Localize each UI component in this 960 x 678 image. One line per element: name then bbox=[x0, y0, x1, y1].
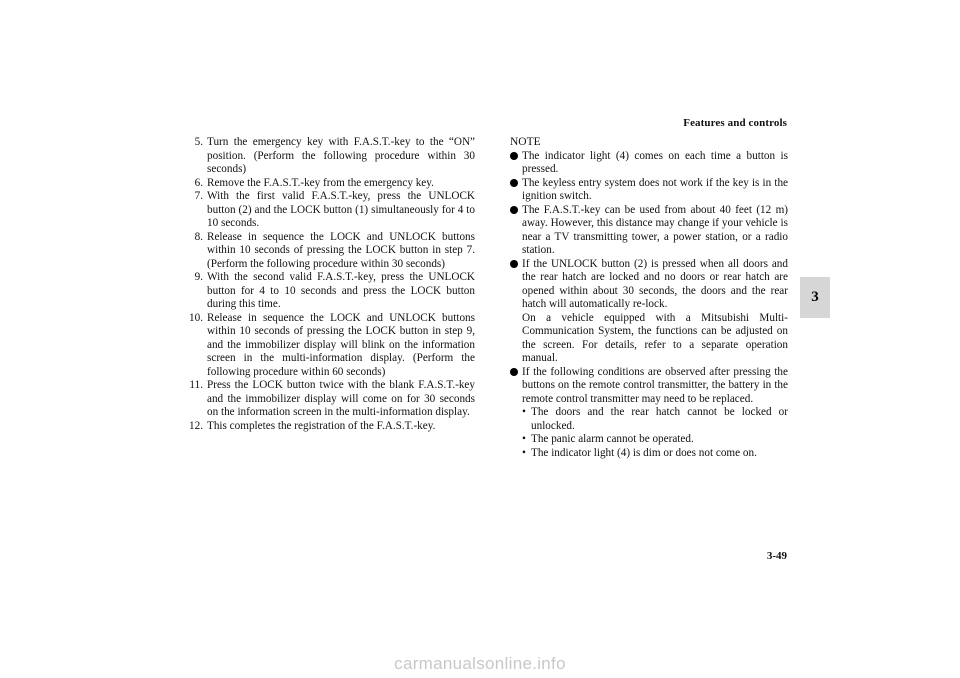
sub-bullet-icon: • bbox=[522, 406, 526, 418]
step-number: 7. bbox=[194, 190, 203, 202]
bullet-icon bbox=[510, 366, 522, 461]
step-9 bbox=[181, 271, 475, 312]
chapter-tab-number: 3 bbox=[811, 289, 819, 305]
section-header: Features and controls bbox=[683, 117, 787, 129]
note-text: If the following conditions are observed after pressing the buttons on the remote control transmitter, the battery in the remote control transmitter may need to be replaced. bbox=[522, 365, 788, 405]
sub-list-item bbox=[522, 433, 788, 447]
step-8 bbox=[181, 231, 475, 272]
note-text-block bbox=[522, 366, 788, 461]
step-text: With the first valid F.A.S.T.-key, press the UNLOCK button (2) and the LOCK button (1) simultaneously for 4 to 10 seconds. bbox=[207, 190, 475, 229]
step-text: Release in sequence the LOCK and UNLOCK buttons within 10 seconds of pressing the LOCK button in step 7. (Perform the following procedure within 30 seconds) bbox=[207, 230, 475, 270]
step-text: With the second valid F.A.S.T.-key, press the UNLOCK button for 4 to 10 seconds and press the LOCK button during this time. bbox=[207, 271, 475, 310]
step-6 bbox=[181, 177, 475, 191]
step-number: 8. bbox=[194, 230, 203, 243]
step-text: This completes the registration of the F.A.S.T.-key. bbox=[207, 419, 436, 432]
sub-list bbox=[522, 406, 788, 460]
note-item bbox=[510, 258, 788, 366]
step-number: 5. bbox=[194, 136, 203, 148]
procedure-steps bbox=[181, 136, 475, 433]
step-5 bbox=[181, 136, 475, 177]
note-extra-text: On a vehicle equipped with a Mitsubishi Multi-Communication System, the functions can be adjusted on the screen. For details, refer to a separate operation manual. bbox=[522, 311, 788, 364]
step-number: 9. bbox=[194, 271, 203, 283]
page-number: 3-49 bbox=[766, 550, 787, 562]
note-item bbox=[510, 366, 788, 461]
note-text: The F.A.S.T.-key can be used from about 40 feet (12 m) away. However, this distance may change if your vehicle is near a TV transmitting tower, a power station, or a radio station. bbox=[522, 203, 788, 256]
note-item bbox=[510, 204, 788, 258]
note-item bbox=[510, 150, 788, 177]
note-text: If the UNLOCK button (2) is pressed when all doors and the rear hatch are locked and no doors or rear hatch are opened within about 30 seconds, the doors and the rear hatch will automatically re-lock. bbox=[522, 257, 788, 310]
sub-list-item bbox=[522, 406, 788, 433]
sub-list-text: The panic alarm cannot be operated. bbox=[531, 433, 694, 445]
note-text: The keyless entry system does not work if the key is in the ignition switch. bbox=[522, 176, 788, 202]
step-11 bbox=[181, 379, 475, 420]
step-number: 12. bbox=[189, 419, 203, 432]
bullet-icon bbox=[510, 150, 522, 177]
step-10 bbox=[181, 312, 475, 380]
sub-list-text: The doors and the rear hatch cannot be locked or unlocked. bbox=[531, 406, 788, 432]
step-number: 11. bbox=[189, 379, 203, 391]
note-title: NOTE bbox=[510, 136, 541, 148]
note-item bbox=[510, 177, 788, 204]
bullet-icon bbox=[510, 258, 522, 366]
sub-bullet-icon: • bbox=[522, 446, 526, 459]
chapter-tab bbox=[800, 277, 830, 318]
watermark: carmanualsonline.info bbox=[394, 654, 566, 673]
step-number: 6. bbox=[194, 176, 203, 189]
sub-bullet-icon: • bbox=[522, 433, 526, 445]
step-text: Remove the F.A.S.T.-key from the emergency key. bbox=[207, 176, 434, 189]
step-7 bbox=[181, 190, 475, 231]
step-text: Release in sequence the LOCK and UNLOCK buttons within 10 seconds of pressing the LOCK button in step 9, and the immobilizer display will blink on the information screen in the multi-information display. (Perform the following procedure within 60 seconds) bbox=[207, 311, 475, 378]
step-12 bbox=[181, 420, 475, 434]
sub-list-text: The indicator light (4) is dim or does not come on. bbox=[531, 446, 757, 459]
step-text: Turn the emergency key with F.A.S.T.-key to the “ON” position. (Perform the following procedure within 30 seconds) bbox=[207, 136, 475, 175]
note-text: The indicator light (4) comes on each time a button is pressed. bbox=[522, 149, 788, 175]
sub-list-item bbox=[522, 447, 788, 461]
bullet-icon bbox=[510, 177, 522, 204]
step-text: Press the LOCK button twice with the blank F.A.S.T.-key and the immobilizer display will come on for 30 seconds on the information screen in the multi-information display. bbox=[207, 379, 475, 418]
bullet-icon bbox=[510, 204, 522, 258]
note-text-block bbox=[522, 258, 788, 366]
note-section bbox=[510, 136, 788, 460]
step-number: 10. bbox=[189, 311, 203, 324]
